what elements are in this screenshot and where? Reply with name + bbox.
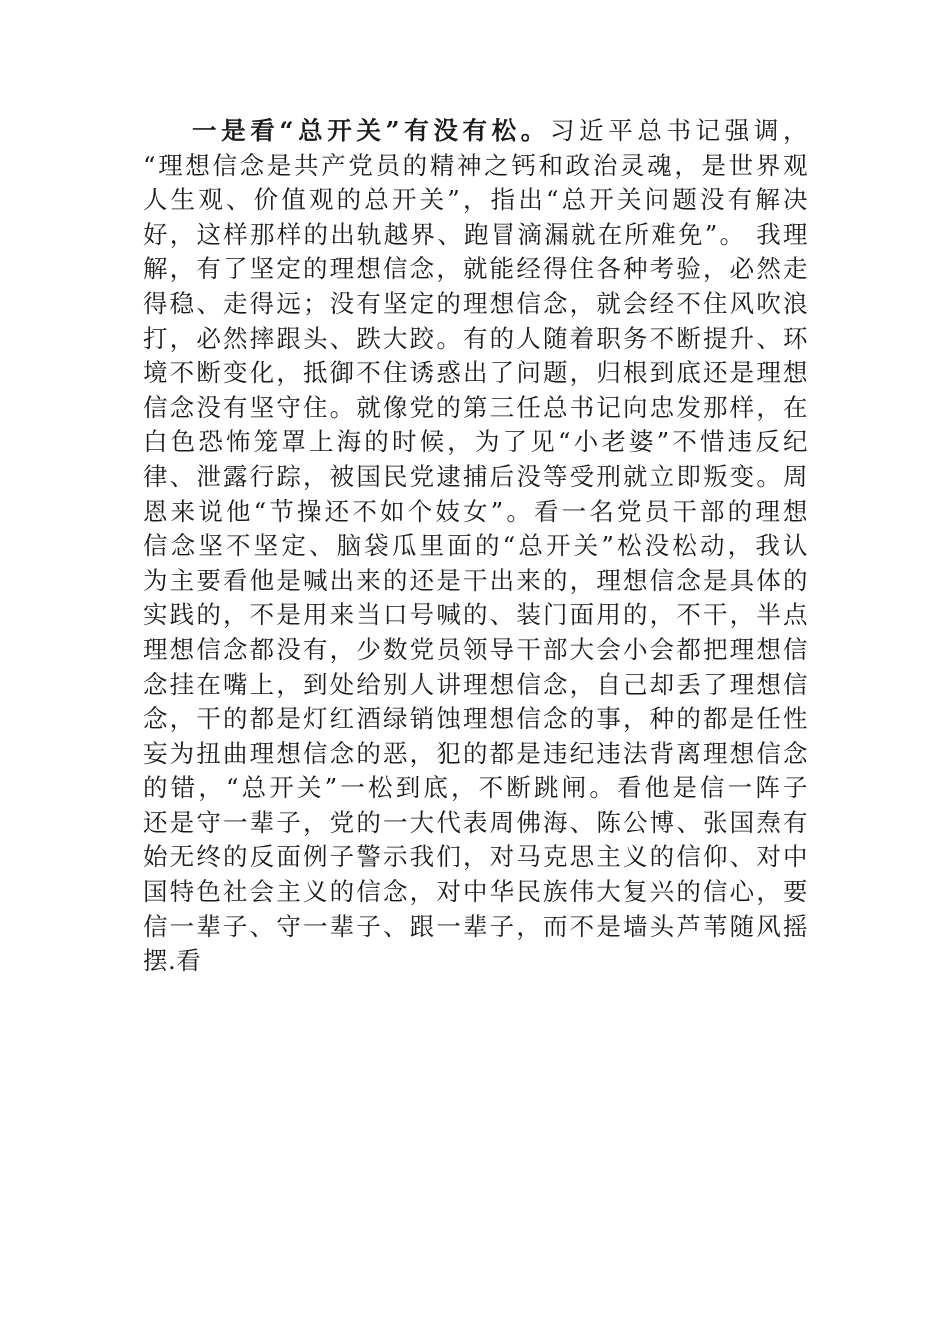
- paragraph-line: 信念坚不坚定、脑袋瓜里面的“总开关”松没松动，我认: [143, 531, 808, 561]
- paragraph-line: 信一辈子、守一辈子、跟一辈子，而不是墙头芦苇随风摇: [143, 911, 808, 941]
- paragraph-line: 信念没有坚守住。就像党的第三任总书记向忠发那样，在: [143, 392, 808, 422]
- paragraph-line: 人生观、价值观的总开关”，指出“总开关问题没有解决: [143, 185, 808, 215]
- paragraph-line: 得稳、走得远；没有坚定的理想信念，就会经不住风吹浪: [143, 288, 808, 318]
- paragraph-line: 念挂在嘴上，到处给别人讲理想信念，自己却丢了理想信: [143, 669, 808, 699]
- paragraph-line: 始无终的反面例子警示我们，对马克思主义的信仰、对中: [143, 842, 808, 872]
- paragraph-line: 打，必然摔跟头、跌大跤。有的人随着职务不断提升、环: [143, 323, 808, 353]
- paragraph-line: 念，干的都是灯红酒绿销蚀理想信念的事，种的都是任性: [143, 704, 808, 734]
- paragraph-line: 好，这样那样的出轨越界、跑冒滴漏就在所难免”。 我理: [143, 219, 808, 249]
- paragraph-line: “理想信念是共产党员的精神之钙和政治灵魂，是世界观: [143, 150, 808, 180]
- paragraph-line: 的错，“总开关”一松到底，不断跳闸。看他是信一阵子: [143, 773, 808, 803]
- paragraph-line: 为主要看他是喊出来的还是干出来的，理想信念是具体的: [143, 565, 808, 595]
- paragraph-line: 还是守一辈子，党的一大代表周佛海、陈公博、张国焘有: [143, 807, 808, 837]
- paragraph-line: 解，有了坚定的理想信念，就能经得住各种考验，必然走: [143, 254, 808, 284]
- paragraph-line: 国特色社会主义的信念，对中华民族伟大复兴的信心，要: [143, 877, 808, 907]
- paragraph-line: 白色恐怖笼罩上海的时候，为了见“小老婆”不惜违反纪: [143, 427, 808, 457]
- paragraph-line: 理想信念都没有，少数党员领导干部大会小会都把理想信: [143, 634, 808, 664]
- paragraph-line-last: 摆.看: [143, 946, 202, 976]
- paragraph-line: 妄为扭曲理想信念的恶，犯的都是违纪违法背离理想信念: [143, 738, 808, 768]
- body-paragraph: [143, 114, 808, 979]
- line-text: 习近平总书记强调，: [549, 116, 809, 145]
- lead-heading: 一是看“总开关”有没有松。: [192, 116, 550, 145]
- paragraph-line: 律、泄露行踪，被国民党逮捕后没等受刑就立即叛变。周: [143, 461, 808, 491]
- paragraph-line: 实践的，不是用来当口号喊的、装门面用的，不干，半点: [143, 600, 808, 630]
- paragraph-line: 境不断变化，抵御不住诱惑出了问题，归根到底还是理想: [143, 358, 808, 388]
- paragraph-line-1: [143, 114, 808, 149]
- paragraph-line: 恩来说他“节操还不如个妓女”。看一名党员干部的理想: [143, 496, 808, 526]
